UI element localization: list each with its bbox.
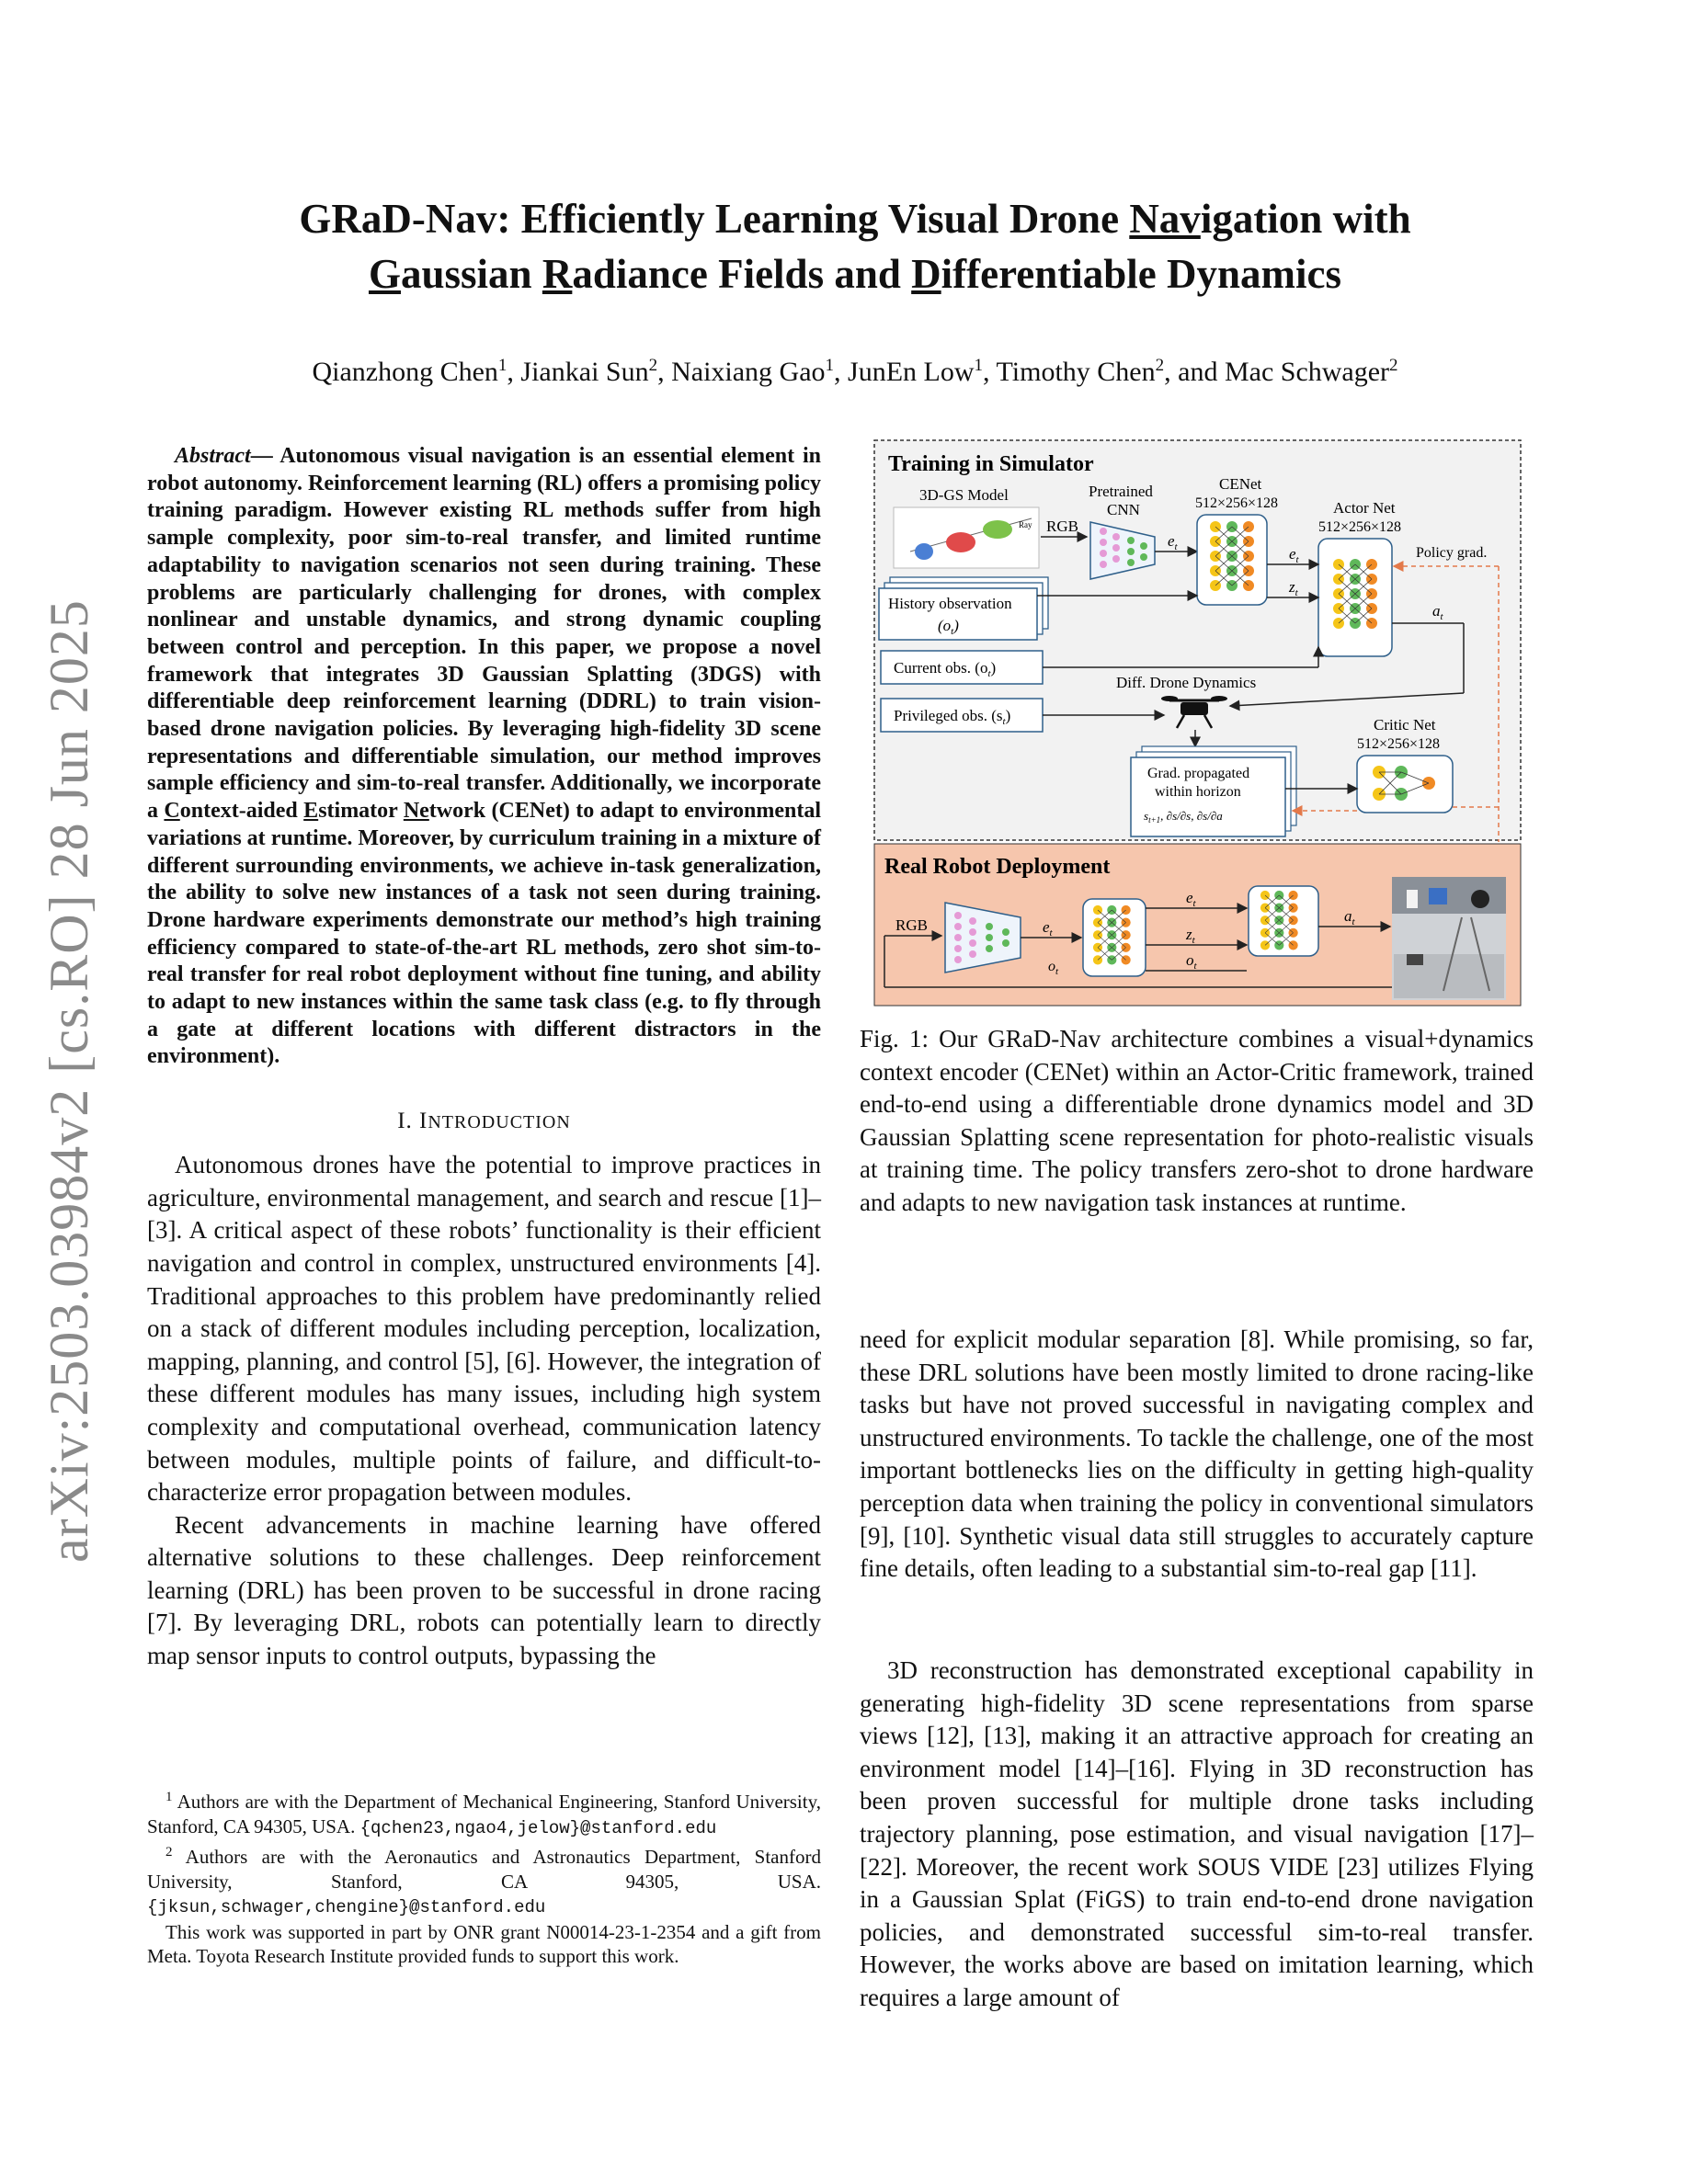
svg-text:ot: $o_t$ (1048, 959, 1059, 977)
svg-text:Grad. propagated: Grad. propagated (1147, 766, 1250, 781)
svg-text:Pretrained: Pretrained (1089, 483, 1153, 500)
author: Timothy Chen (996, 357, 1156, 387)
svg-text:Actor Net: Actor Net (1333, 499, 1396, 517)
author: JunEn Low (848, 357, 975, 387)
affiliation-mark: 2 (1155, 356, 1165, 375)
right-paragraph-2: 3D reconstruction has demonstrated exceptional capability in generating high-fidelity 3D scene representations from sparse views [12], [13], making it an attractive approach for creating an environment model [14]–[16]. Flying in 3D reconstruction has been proven successful for multiple drone tasks including trajectory planning, pose estimation, and visual navigation [17]–[22]. Moreover, the recent work SOUS VIDE [23] utilizes Flying in a Gaussian Splat (FiGS) to train end-to-end drone navigation policies, and demonstrated successful sim-to-real transfer. However, the works above are based on imitation learning, which requires a large amount of (860, 1656, 1534, 2011)
svg-text:et: $e_t$ (1289, 545, 1299, 565)
affiliation-mark: 1 (825, 356, 835, 375)
footnote-2: $^2$ Authors are with the Aeronautics and Astronautics Department, Stanford University, Stanford, CA 94305, USA. {jksun,schwager,chengine}@stanford.edu (147, 1845, 821, 1917)
svg-text:ot: $o_t$ (1186, 951, 1197, 972)
right-paragraph-1: need for explicit modular separation [8]. While promising, so far, these DRL solutions have been mostly limited to drone racing-like tasks but have not proved successful in navigating complex and unstructured environments. To tackle the challenge, one of the most important bottlenecks lies on the difficulty in getting high-quality perception data when training the policy in conventional simulators [9], [10]. Synthetic visual data still struggles to accurately capture fine details, often leading to a substantial sim-to-real gap [11]. (860, 1325, 1534, 1583)
section-heading-introduction: I. INTRODUCTION (397, 1109, 571, 1134)
svg-text:et: $e_t$ (1043, 918, 1053, 938)
svg-text:st+1, ∂s/∂s, ∂s/∂a: $s_{t+1}$, ∂s/∂s, ∂s/∂a (1144, 809, 1223, 825)
funding-note: This work was supported in part by ONR grant N00014-23-1-2354 and a gift from Meta. Toyota Research Institute provided funds to support this work. (147, 1920, 821, 1967)
deployment-panel-label: Real Robot Deployment (884, 855, 1111, 879)
svg-text:512×256×128: 512×256×128 (1357, 736, 1441, 752)
author: Mac Schwager (1224, 357, 1390, 387)
svg-text:zt: $z_t$ (1289, 578, 1298, 598)
svg-text:512×256×128: 512×256×128 (1195, 495, 1279, 511)
abstract-label: Abstract (175, 444, 251, 468)
training-panel-label: Training in Simulator (888, 452, 1094, 476)
email-list-2: {jksun,schwager,chengine}@stanford.edu (147, 1897, 546, 1917)
left-column (147, 443, 821, 1673)
critic-net-block (1357, 756, 1453, 813)
architecture-figure (873, 439, 1522, 1007)
svg-text:at: $a_t$ (1432, 602, 1443, 622)
affiliation-mark: 1 (974, 356, 984, 375)
figure-caption: Fig. 1: Our GRaD-Nav architecture combines a visual+dynamics context encoder (CENet) within an Actor-Critic framework, trained end-to-end using a differentiable drone dynamics model and 3D Gaussian Splatting scene representation for photo-realistic visuals at training time. The policy transfers zero-shot to drone hardware and adapts to new navigation task instances at runtime. (860, 1025, 1534, 1216)
footnotes (147, 1785, 821, 1969)
svg-text:within horizon: within horizon (1155, 784, 1241, 800)
svg-text:et: $e_t$ (1168, 532, 1178, 552)
abstract: Abstract— Autonomous visual navigation is an essential element in robot autonomy. Reinforcement learning (RL) offers a promising policy training paradigm. However existing RL methods suffer from high sample complexity, poor sim-to-real transfer, and limited runtime adaptability to navigation scenarios not seen during training. These problems are particularly challenging for drones, with complex nonlinear and unstable dynamics, and strong dynamic coupling between control and perception. In this paper, we propose a novel framework that integrates 3D Gaussian Splatting (3DGS) with differentiable deep reinforcement learning (DDRL) to train vision-based drone navigation policies. By leveraging high-fidelity 3D scene representations and differentiable simulation, our method improves sample efficiency and sim-to-real transfer. Additionally, we incorporate a Context-aided Estimator Network (CENet) to adapt to environmental variations at runtime. Moreover, by curriculum training in a mixture of different surrounding environments, we achieve in-task generalization, the ability to solve new instances of a task not seen during training. Drone hardware experiments demonstrate our method’s high training efficiency compared to state-of-the-art RL methods, zero shot sim-to-real transfer for real robot deployment without fine tuning, and ability to adapt to new instances within the same task class (e.g. to fly through a gate at different locations with different distractors in the environment). (147, 444, 822, 1069)
intro-paragraph-1: Autonomous drones have the potential to improve practices in agriculture, environmental management, and search and rescue [1]–[3]. A critical aspect of these robots’ functionality is their efficient navigation and control in complex, unstructured environments [4]. Traditional approaches to this problem have predominantly relied on a stack of different modules including perception, localization, mapping, planning, and control [5], [6]. However, the integration of these different modules has many issues, including high system complexity and computational overhead, communication latency between modules, multiple points of failure, and difficult-to-characterize error propagation between modules. (147, 1151, 821, 1507)
footnote-1: $^1$ Authors are with the Department of Mechanical Engineering, Stanford University, Stanford, CA 94305, USA. {qchen23,ngao4,jelow}@stanford.edu (147, 1790, 821, 1838)
svg-text:RGB: RGB (1046, 518, 1078, 535)
svg-text:(ot): $(o_t)$ (938, 617, 959, 637)
email-list-1: {qchen23,ngao4,jelow}@stanford.edu (359, 1817, 717, 1838)
svg-text:Critic Net: Critic Net (1374, 716, 1436, 734)
title-line-1: GRaD-Nav: Efficiently Learning Visual Drone Navigation with (299, 196, 1411, 242)
svg-text:Current obs. (ot): Current obs. $(o_t)$ (894, 659, 997, 679)
author: Qianzhong Chen (312, 357, 498, 387)
title-line-2: Gaussian Radiance Fields and Differentiable Dynamics (368, 251, 1342, 297)
svg-text:CNN: CNN (1107, 501, 1140, 518)
svg-text:Ray: Ray (1019, 520, 1032, 529)
svg-text:RGB: RGB (895, 916, 928, 934)
svg-text:Policy grad.: Policy grad. (1416, 545, 1488, 561)
author: Jiankai Sun (520, 357, 649, 387)
paper-title (165, 191, 1545, 301)
svg-text:3D-GS Model: 3D-GS Model (919, 486, 1009, 504)
affiliation-mark: 2 (648, 356, 658, 375)
svg-text:Diff. Drone Dynamics: Diff. Drone Dynamics (1116, 674, 1257, 691)
svg-text:zt: $z_t$ (1186, 926, 1195, 946)
svg-text:et: $e_t$ (1186, 889, 1196, 909)
author: Naixiang Gao (671, 357, 826, 387)
arxiv-identifier: arXiv:2503.03984v2 [cs.RO] 28 Jun 2025 (39, 599, 99, 1563)
affiliation-mark: 2 (1389, 356, 1398, 375)
intro-paragraph-2: Recent advancements in machine learning have offered alternative solutions to these challenges. Deep reinforcement learning (DRL) has been proven to be successful in drone racing [7]. By leveraging DRL, robots can potentially learn to directly map sensor inputs to control outputs, bypassing the (147, 1510, 821, 1670)
svg-text:at: $a_t$ (1344, 907, 1355, 927)
svg-text:CENet: CENet (1219, 475, 1262, 493)
author-list: Qianzhong Chen$^1$, Jiankai Sun$^2$, Naixiang Gao$^1$, JunEn Low$^1$, Timothy Chen$^2$, and Mac Schwager$^2$ (312, 356, 1398, 387)
real-robot-photo (1392, 877, 1506, 1000)
affiliation-mark: 1 (497, 356, 508, 375)
svg-text:512×256×128: 512×256×128 (1318, 519, 1402, 535)
svg-text:Privileged obs. (st): Privileged obs. $(s_t)$ (894, 707, 1011, 727)
svg-text:History observation: History observation (888, 595, 1012, 612)
